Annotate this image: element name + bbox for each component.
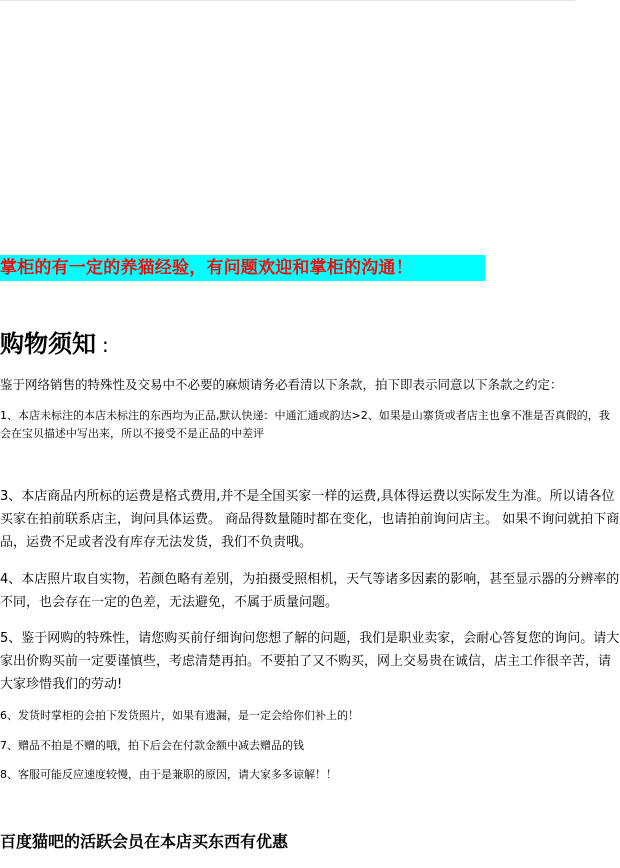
notice-item-1: 1、本店未标注的本店未标注的东西均为正品,默认快递：中通汇通或韵达>2、如果是山寨货或者店主也拿不准是否真假的，我会在宝贝描述中写出来，所以不接受不是正品的中差评 bbox=[0, 409, 610, 440]
notice-intro: 鉴于网络销售的特殊性及交易中不必要的麻烦请务必看清以下条款，拍下即表示同意以下条款之约定： bbox=[0, 377, 563, 392]
highlight-banner: 掌柜的有一定的养猫经验，有问题欢迎和掌柜的沟通！ bbox=[0, 255, 485, 281]
shopping-notice-title bbox=[0, 326, 109, 363]
top-divider bbox=[0, 0, 575, 1]
notice-item-8: 8、客服可能反应速度较慢，由于是兼职的原因，请大家多多谅解！！ bbox=[0, 768, 337, 781]
notice-item-7: 7、赠品不拍是不赠的哦，拍下后会在付款金额中减去赠品的钱 bbox=[0, 739, 304, 752]
member-discount-heading: 百度猫吧的活跃会员在本店买东西有优惠 bbox=[0, 832, 289, 851]
shopping-notice-title-text: 购物须知 bbox=[0, 330, 96, 358]
notice-item-6: 6、发货时掌柜的会拍下发货照片，如果有遗漏，是一定会给你们补上的！ bbox=[0, 709, 359, 722]
notice-item-5: 5、鉴于网购的特殊性，请您购买前仔细询问您想了解的问题，我们是职业卖家，会耐心答复您的询问。请大家出价购买前一定要谨慎些，考虑清楚再拍。不要拍了又不购买，网上交易贵在诚信，店主工作很辛苦，请大家珍惜我们的劳动! bbox=[0, 631, 620, 692]
shopping-notice-title-colon: : bbox=[102, 333, 109, 357]
notice-item-3: 3、本店商品内所标的运费是格式费用,并不是全国买家一样的运费,具体得运费以实际发生为准。所以请各位买家在拍前联系店主，询问具体运费。 商品得数量随时都在变化，也请拍前询问店主。 如果不询问就拍下商品，运费不足或者没有库存无法发货，我们不负责哦。 bbox=[0, 489, 620, 550]
notice-item-4: 4、本店照片取自实物，若颜色略有差别，为拍摄受照相机，天气等诸多因素的影响，甚至显示器的分辨率的不同，也会存在一定的色差，无法避免，不属于质量问题。 bbox=[0, 572, 620, 610]
